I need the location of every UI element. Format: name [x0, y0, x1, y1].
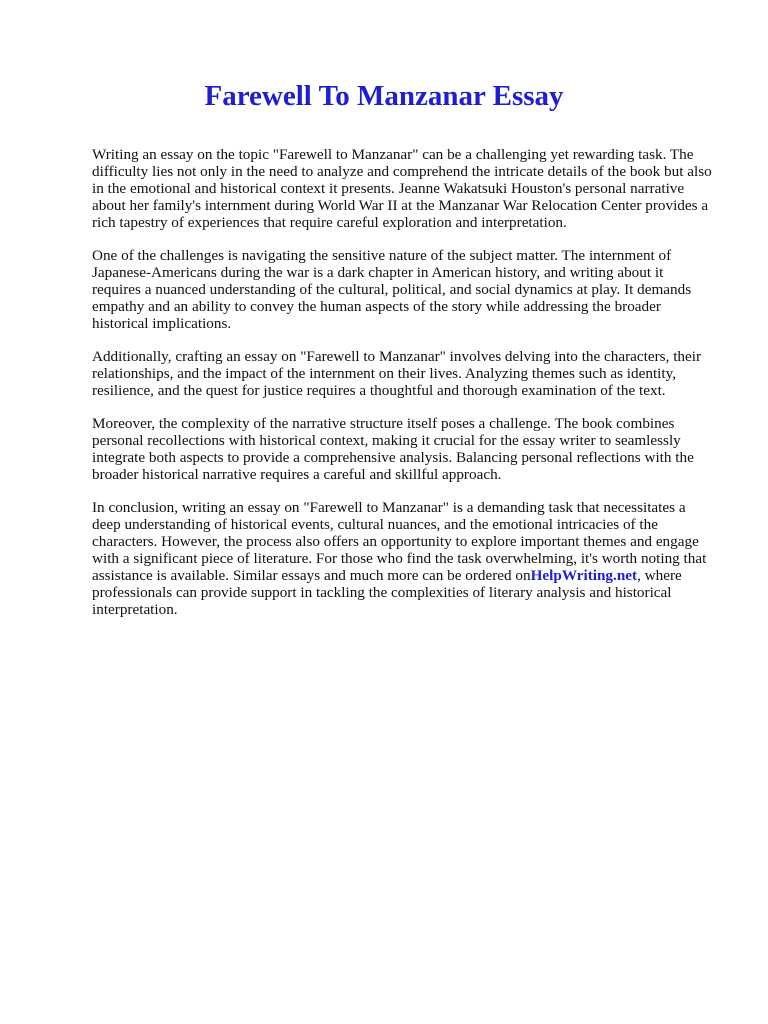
essay-body	[92, 146, 716, 634]
paragraph-characters: Additionally, crafting an essay on "Farewell to Manzanar" involves delving into the characters, their relationships, and the impact of the internment on their lives. Analyzing themes such as identity, resilience, and the quest for justice requires a thoughtful and thorough examination of the text.	[92, 348, 702, 399]
paragraph-conclusion	[92, 499, 716, 618]
paragraph-structure: Moreover, the complexity of the narrative structure itself poses a challenge. The book combines personal recollections with historical context, making it crucial for the essay writer to seamlessly integrate both aspects to provide a comprehensive analysis. Balancing personal reflections with the broader historical narrative requires a careful and skillful approach.	[92, 415, 694, 483]
page-title: Farewell To Manzanar Essay	[204, 80, 564, 112]
paragraph-challenges: One of the challenges is navigating the sensitive nature of the subject matter. The internment of Japanese-Americans during the war is a dark chapter in American history, and writing about it requires a nuanced understanding of the cultural, political, and social dynamics at play. It demands empathy and an ability to convey the human aspects of the story while addressing the broader historical implications.	[92, 247, 692, 332]
helpwriting-link[interactable]: HelpWriting.net	[530, 567, 638, 584]
conclusion-text: In conclusion, writing an essay on "Farewell to Manzanar" is a demanding task that necessitates a deep understanding of historical events, cultural nuances, and the emotional intricacies of the characters. However, the process also offers an opportunity to explore important themes and engage with a significant piece of literature. For those who find the task overwhelming, it's worth noting that assistance is available. Similar essays and much more can be ordered on	[92, 499, 707, 584]
conclusion-tail: , where professionals can provide support in tackling the complexities of literary analysis and historical interpretation.	[92, 567, 682, 618]
paragraph-intro: Writing an essay on the topic "Farewell to Manzanar" can be a challenging yet rewarding task. The difficulty lies not only in the need to analyze and comprehend the intricate details of the book but also in the emotional and historical context it presents. Jeanne Wakatsuki Houston's personal narrative about her family's internment during World War II at the Manzanar War Relocation Center provides a rich tapestry of experiences that require careful exploration and interpretation.	[92, 146, 712, 231]
